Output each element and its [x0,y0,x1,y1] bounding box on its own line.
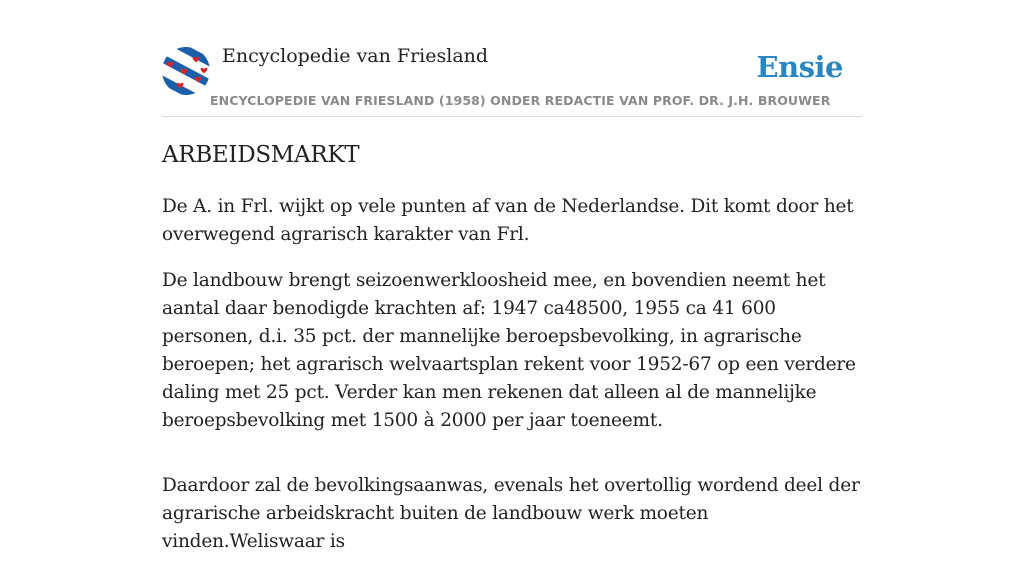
article [162,139,862,574]
site-title[interactable]: Encyclopedie van Friesland [222,45,489,67]
frisian-flag-icon[interactable] [162,47,210,95]
paragraph-spacer [162,453,862,472]
brand-logo-text[interactable]: Ensie [756,50,843,84]
article-title: ARBEIDSMARKT [162,142,360,168]
article-paragraph: De landbouw brengt seizoenwerkloosheid mee, en bovendien neemt het aantal daar benodigde krachten af: 1947 ca48500, 1955 ca 41 600 personen, d.i. 35 pct. der mannelijke beroepsbevolking, in agrarische beroepen; het agrarisch welvaartsplan rekent voor 1952-67 op een verdere daling met 25 pct. Verder kan men rekenen dat alleen al de mannelijke beroepsbevolking met 1500 à 2000 per jaar toeneemt. [162,270,856,431]
article-paragraph: De A. in Frl. wijkt op vele punten af van de Nederlandse. Dit komt door het overwegend agrarisch karakter van Frl. [162,196,854,245]
site-header [162,44,862,117]
article-paragraph: Daardoor zal de bevolkingsaanwas, evenals het overtollig wordend deel der agrarische arbeidskracht buiten de landbouw werk moeten vinden.Weliswaar is [162,475,860,552]
site-subtitle: ENCYCLOPEDIE VAN FRIESLAND (1958) ONDER REDACTIE VAN PROF. DR. J.H. BROUWER [210,93,831,108]
